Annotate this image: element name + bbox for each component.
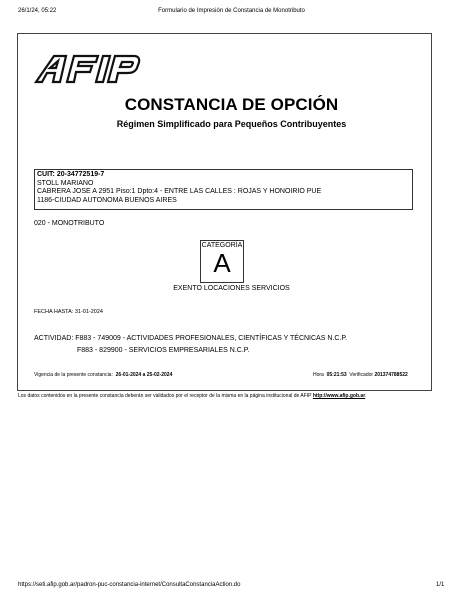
hora-label: Hora bbox=[313, 372, 324, 378]
cuit-value: 20-34772519-7 bbox=[56, 171, 105, 178]
category-code: 020 - MONOTRIBUTO bbox=[34, 220, 105, 227]
fecha-hasta: FECHA HASTA: 31-01-2024 bbox=[34, 309, 103, 315]
verificador-label: Verificador bbox=[349, 372, 374, 378]
print-datetime: 26/1/24, 05:22 bbox=[18, 8, 57, 14]
document-title: CONSTANCIA DE OPCIÓN bbox=[124, 95, 339, 114]
print-page-title: Formulario de Impresión de Constancia de Monotributo bbox=[158, 8, 305, 14]
hora-value: 05:21:53 bbox=[326, 372, 347, 378]
validation-note bbox=[18, 393, 367, 399]
vigencia bbox=[34, 372, 172, 378]
activity-1-text: F883 - 749009 - ACTIVIDADES PROFESIONALES, CIENTÍFICAS Y TÉCNICAS N.C.P. bbox=[75, 335, 348, 342]
activity-1 bbox=[34, 335, 347, 342]
activity-label: ACTIVIDAD: bbox=[34, 335, 74, 342]
taxpayer-info-box bbox=[34, 169, 413, 210]
exento-text: EXENTO LOCACIONES SERVICIOS bbox=[173, 285, 290, 292]
cuit-label: CUIT: bbox=[37, 171, 55, 178]
address-line-2: 1186-CIUDAD AUTONOMA BUENOS AIRES bbox=[37, 196, 177, 204]
hora-verificador bbox=[313, 372, 408, 378]
validation-note-end: . bbox=[365, 393, 367, 399]
validation-note-text: Los datos contenidos en la presente constancia deberán ser validados por el receptor de la misma en la página institucional de AFIP bbox=[18, 393, 312, 399]
afip-link[interactable]: http://www.afip.gob.ar bbox=[312, 393, 366, 399]
afip-logo bbox=[34, 52, 141, 84]
vigencia-label: Vigencia de la presente constancia: bbox=[34, 372, 113, 378]
taxpayer-name: STOLL MARIANO bbox=[37, 179, 94, 187]
address-line-1: CABRERA JOSE A 2951 Piso:1 Dpto:4 - ENTRE LAS CALLES : ROJAS Y HONOIRIO PUE bbox=[37, 188, 322, 195]
category-box bbox=[200, 240, 244, 283]
print-page-number: 1/1 bbox=[436, 582, 445, 588]
print-url: https://seti.afip.gob.ar/padron-puc-constancia-internet/ConsultaConstanciaAction.do bbox=[18, 582, 241, 588]
vigencia-value: 26-01-2024 a 25-02-2024 bbox=[115, 372, 173, 378]
document-subtitle: Régimen Simplificado para Pequeños Contribuyentes bbox=[116, 119, 347, 129]
verificador-value: 201374788522 bbox=[374, 372, 408, 378]
activity-2: F883 - 829900 - SERVICIOS EMPRESARIALES N.C.P. bbox=[77, 347, 250, 354]
category-letter: A bbox=[213, 248, 231, 278]
category-label: CATEGORÍA bbox=[201, 242, 243, 249]
